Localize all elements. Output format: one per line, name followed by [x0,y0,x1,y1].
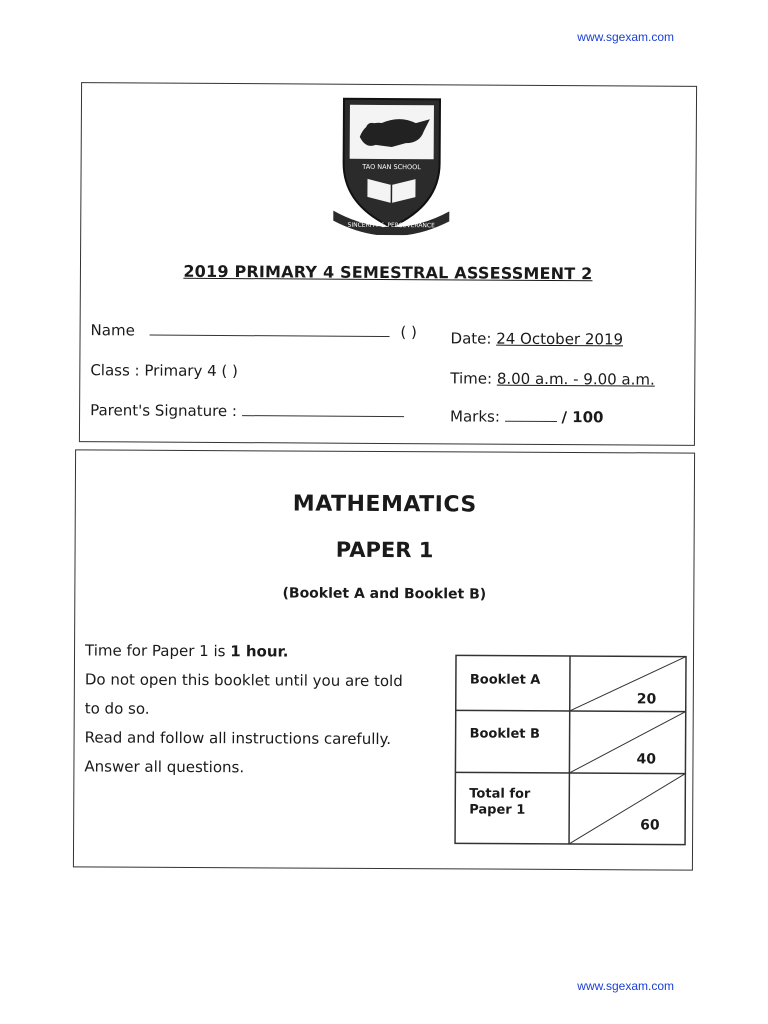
marks-blank [505,421,557,422]
booklet-a-marks: 20 [636,691,657,708]
total-marks: 60 [640,817,660,834]
site-link-bottom[interactable]: www.sgexam.com [577,979,674,993]
svg-text:TAO NAN SCHOOL: TAO NAN SCHOOL [362,162,421,172]
marks-table [454,654,687,845]
cover-panel [73,449,695,870]
instructions [84,636,445,783]
instruction-open: Do not open this booklet until you are told [84,670,403,691]
signature-field [90,401,404,421]
booklets-subtitle: (Booklet A and Booklet B) [282,585,487,603]
site-link-top[interactable]: www.sgexam.com [577,30,674,44]
instruction-open-cont: to do so. [84,699,150,718]
total-label: Total for Paper 1 [469,786,531,818]
instruction-read: Read and follow all instructions carefully. [84,728,392,749]
instruction-answer: Answer all questions. [84,757,245,777]
paper-title: PAPER 1 [335,537,434,563]
booklet-a-label: Booklet A [469,672,541,688]
time-label: Time: [450,369,493,388]
signature-blank [242,415,404,417]
class-field [90,361,238,380]
marks-field [450,407,604,426]
date-value: 24 October 2019 [496,329,624,349]
booklet-b-label: Booklet B [469,726,540,742]
index-paren: ( ) [400,323,417,342]
booklet-b-marks: 40 [636,751,657,768]
instruction-time: Time for Paper 1 is 1 hour. [84,641,289,661]
name-label: Name [90,321,135,340]
signature-label: Parent's Signature : [90,401,238,421]
time-value: 8.00 a.m. - 9.00 a.m. [496,369,655,389]
name-field [91,321,417,341]
date-label: Date: [450,329,492,348]
date-field [450,329,623,348]
school-crest-logo [329,93,454,236]
assessment-title: 2019 PRIMARY 4 SEMESTRAL ASSESSMENT 2 [183,261,593,284]
header-panel [79,82,697,446]
time-field [450,369,655,388]
class-label: Class : Primary 4 ( ) [90,361,238,381]
subject-title: MATHEMATICS [292,491,477,518]
svg-text:SINCERITY & PERSEVERANCE: SINCERITY & PERSEVERANCE [347,221,435,230]
marks-total: / 100 [561,408,604,427]
name-blank [150,335,390,337]
marks-label: Marks: [450,407,500,426]
